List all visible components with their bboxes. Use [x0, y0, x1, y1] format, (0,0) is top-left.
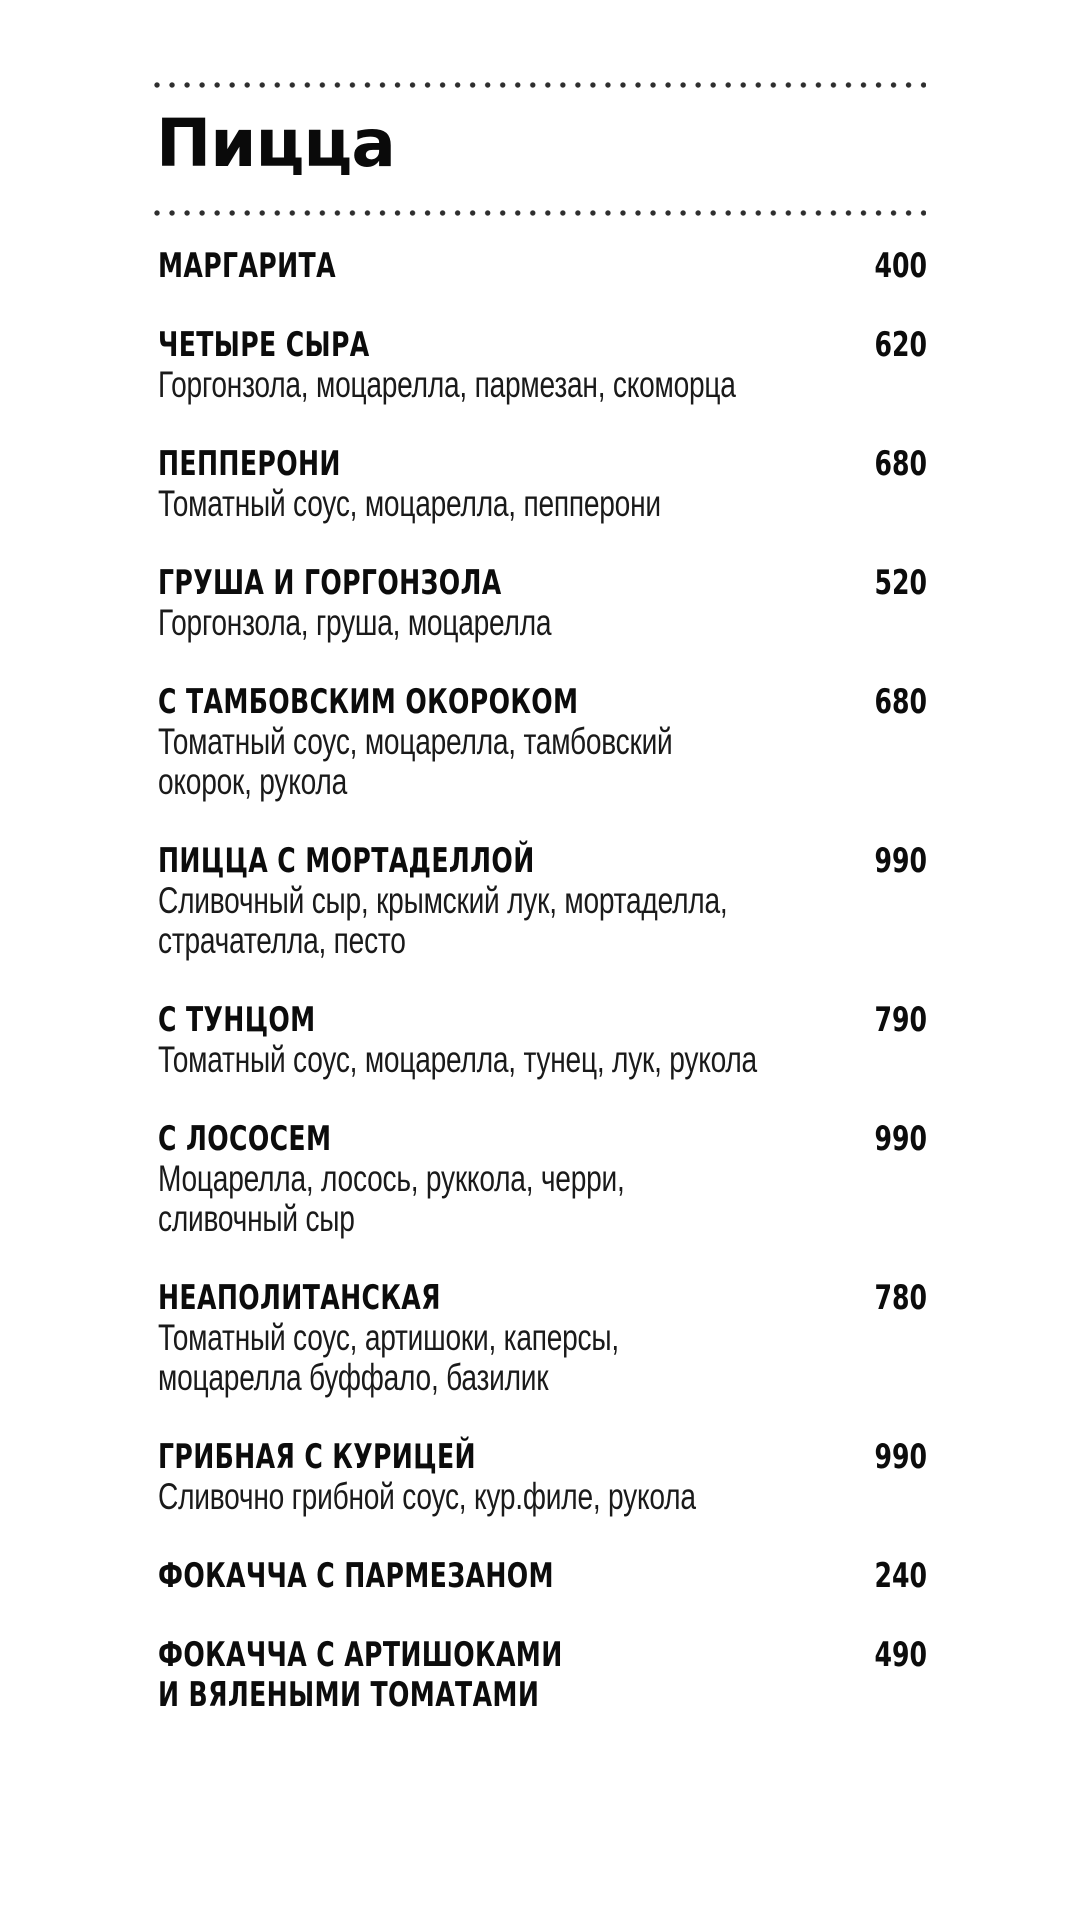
- menu-item-tambov-ham: [158, 682, 927, 802]
- menu-item-pepperoni: [158, 444, 927, 524]
- item-description: Горгонзола, груша, моцарелла: [158, 602, 552, 643]
- menu-item-margarita: [158, 246, 927, 286]
- item-description: Сливочный сыр, крымский лук, мортаделла,: [158, 880, 728, 921]
- item-description: окорок, рукола: [158, 761, 347, 802]
- item-name: МАРГАРИТА: [158, 246, 336, 286]
- item-description: Горгонзола, моцарелла, пармезан, скоморца: [158, 364, 736, 405]
- item-name: ГРИБНАЯ С КУРИЦЕЙ: [158, 1437, 476, 1477]
- menu-item-salmon: [158, 1119, 927, 1239]
- menu-item-pear-gorgonzola: [158, 563, 927, 643]
- menu-item-mortadella: [158, 841, 927, 961]
- item-description: Моцарелла, лосось, руккола, черри,: [158, 1158, 625, 1199]
- item-name-line2: И ВЯЛЕНЫМИ ТОМАТАМИ: [158, 1675, 540, 1715]
- item-name: ЧЕТЫРЕ СЫРА: [158, 325, 370, 365]
- item-description: моцарелла буффало, базилик: [158, 1357, 549, 1398]
- item-name: ФОКАЧЧА С ПАРМЕЗАНОМ: [158, 1556, 554, 1596]
- item-description: сливочный сыр: [158, 1198, 355, 1239]
- item-description: Томатный соус, артишоки, каперсы,: [158, 1317, 619, 1358]
- item-description: Томатный соус, моцарелла, тамбовский: [158, 721, 673, 762]
- item-price: 990: [874, 1119, 927, 1159]
- item-name: ГРУША И ГОРГОНЗОЛА: [158, 563, 502, 603]
- item-name: ПИЦЦА С МОРТАДЕЛЛОЙ: [158, 841, 535, 881]
- item-price: 490: [874, 1635, 927, 1675]
- item-price: 990: [874, 1437, 927, 1477]
- item-name: С ТУНЦОМ: [158, 1000, 316, 1040]
- menu-item-focaccia-parmesan: [158, 1556, 927, 1596]
- item-price: 620: [874, 325, 927, 365]
- item-description: Сливочно грибной соус, кур.филе, рукола: [158, 1476, 696, 1517]
- item-name: ПЕППЕРОНИ: [158, 444, 341, 484]
- section-title: Пицца: [156, 105, 395, 182]
- item-price: 240: [874, 1556, 927, 1596]
- item-description: Томатный соус, моцарелла, тунец, лук, рукола: [158, 1039, 757, 1080]
- menu-item-mushroom-chicken: [158, 1437, 927, 1517]
- item-description: страчателла, песто: [158, 920, 406, 961]
- menu-list: [158, 246, 927, 1754]
- menu-item-four-cheese: [158, 325, 927, 405]
- item-price: 520: [874, 563, 927, 603]
- item-name: НЕАПОЛИТАНСКАЯ: [158, 1278, 441, 1318]
- item-price: 790: [874, 1000, 927, 1040]
- item-description: Томатный соус, моцарелла, пепперони: [158, 483, 661, 524]
- item-name: ФОКАЧЧА С АРТИШОКАМИ: [158, 1635, 563, 1675]
- item-price: 780: [874, 1278, 927, 1318]
- menu-item-focaccia-artichoke: [158, 1635, 927, 1715]
- dotted-divider-bottom: [154, 210, 926, 216]
- item-name: С ЛОСОСЕМ: [158, 1119, 332, 1159]
- item-price: 400: [874, 246, 927, 286]
- item-price: 680: [874, 444, 927, 484]
- dotted-divider-top: [154, 82, 926, 88]
- menu-item-neapolitan: [158, 1278, 927, 1398]
- menu-item-tuna: [158, 1000, 927, 1080]
- item-name: С ТАМБОВСКИМ ОКОРОКОМ: [158, 682, 579, 722]
- item-price: 680: [874, 682, 927, 722]
- item-price: 990: [874, 841, 927, 881]
